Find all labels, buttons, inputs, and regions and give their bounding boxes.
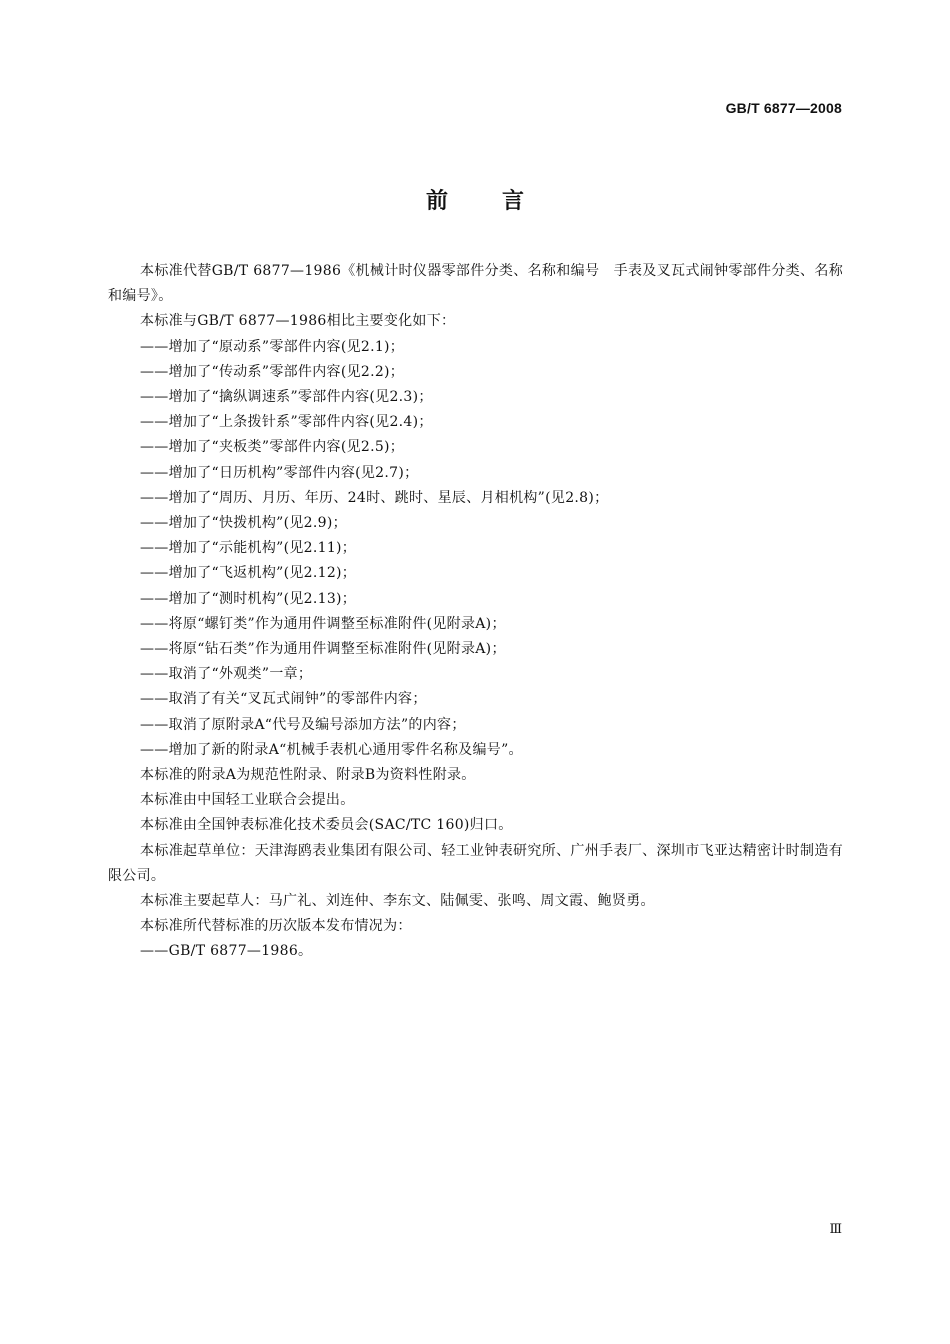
list-item: ——增加了“示能机构”(见2.11)； [140, 540, 357, 557]
list-item: ——取消了“外观类”一章； [140, 666, 313, 683]
paragraph: 本标准所代替标准的历次版本发布情况为： [140, 918, 412, 935]
standard-number: GB/T 6877—2008 [725, 100, 842, 116]
list-item: ——增加了“传动系”零部件内容(见2.2)； [140, 363, 405, 380]
paragraph: 本标准由全国钟表标准化技术委员会(SAC/TC 160)归口。 [140, 817, 513, 834]
list-item: ——增加了“周历、月历、年历、24时、跳时、星辰、月相机构”(见2.8)； [140, 489, 609, 506]
list-item: ——增加了“快拨机构”(见2.9)； [140, 515, 347, 532]
list-item: ——取消了原附录A“代号及编号添加方法”的内容； [140, 716, 466, 733]
paragraph: 本标准主要起草人：马广礼、刘连仲、李东文、陆佩雯、张鸣、周文霞、鲍贤勇。 [140, 893, 655, 910]
page-title: 前言 [425, 189, 578, 214]
paragraph: 本标准代替GB/T 6877—1986《机械计时仪器零部件分类、名称和编号 手表及叉瓦式闹钟零部件分类、名称和编号》。 [108, 263, 843, 305]
list-item: ——将原“螺钉类”作为通用件调整至标准附件(见附录A)； [140, 615, 506, 632]
list-item: ——将原“钻石类”作为通用件调整至标准附件(见附录A)； [140, 641, 506, 658]
list-item: ——增加了“测时机构”(见2.13)； [140, 590, 357, 607]
list-item: ——增加了“飞返机构”(见2.12)； [140, 565, 357, 582]
list-item: ——增加了“擒纵调速系”零部件内容(见2.3)； [140, 389, 433, 406]
paragraph: 本标准起草单位：天津海鸥表业集团有限公司、轻工业钟表研究所、广州手表厂、深圳市飞亚达精密计时制造有限公司。 [108, 842, 843, 884]
list-item: ——增加了“原动系”零部件内容(见2.1)； [140, 338, 405, 355]
paragraph: 本标准的附录A为规范性附录、附录B为资料性附录。 [140, 767, 476, 784]
document-body [108, 259, 843, 965]
list-item: ——增加了“日历机构”零部件内容(见2.7)； [140, 464, 419, 481]
paragraph: 本标准由中国轻工业联合会提出。 [140, 792, 355, 809]
list-item: ——增加了“夹板类”零部件内容(见2.5)； [140, 439, 405, 456]
list-item: ——GB/T 6877—1986。 [140, 943, 313, 960]
page-number: Ⅲ [829, 1222, 842, 1237]
list-item: ——增加了新的附录A“机械手表机心通用零件名称及编号”。 [140, 741, 523, 758]
list-item: ——取消了有关“叉瓦式闹钟”的零部件内容； [140, 691, 427, 708]
list-item: ——增加了“上条拨针系”零部件内容(见2.4)； [140, 414, 433, 431]
paragraph: 本标准与GB/T 6877—1986相比主要变化如下： [140, 313, 456, 330]
